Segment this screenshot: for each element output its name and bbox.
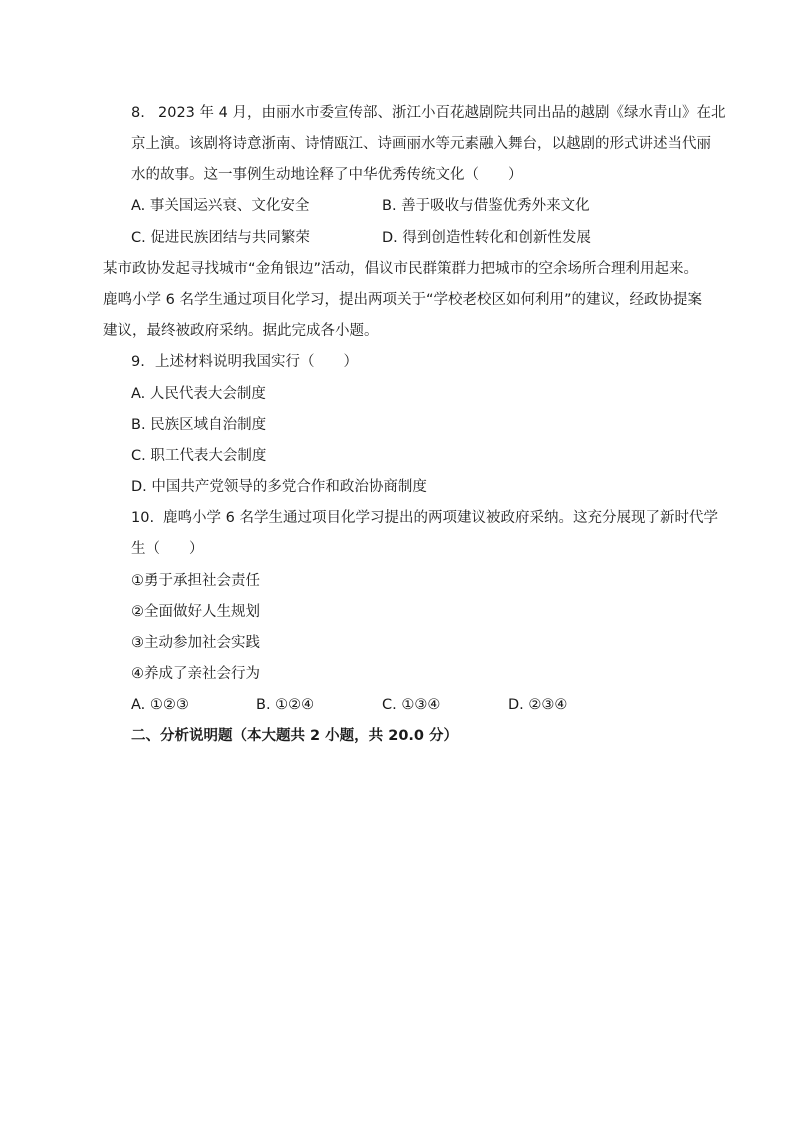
q10-option-d: D. ②③④ <box>508 697 568 713</box>
q9-option-a: A. 人民代表大会制度 <box>131 386 266 402</box>
q8-stem-line-3: 水的故事。这一事例生动地诠释了中华优秀传统文化（ ） <box>131 167 523 183</box>
q8-option-c: C. 促进民族团结与共同繁荣 <box>131 230 310 246</box>
q9-number: 9. <box>131 354 145 370</box>
q9-option-c: C. 职工代表大会制度 <box>131 448 267 464</box>
q10-item-2: ②全面做好人生规划 <box>131 604 260 620</box>
q10-option-c: C. ①③④ <box>382 697 441 713</box>
q10-item-4: ④养成了亲社会行为 <box>131 666 260 682</box>
q8-option-d: D. 得到创造性转化和创新性发展 <box>382 230 591 246</box>
q8-option-a: A. 事关国运兴衰、文化安全 <box>131 198 310 214</box>
q10-option-a: A. ①②③ <box>131 697 189 713</box>
q9-option-d: D. 中国共产党领导的多党合作和政治协商制度 <box>131 479 427 495</box>
q10-item-1: ①勇于承担社会责任 <box>131 573 260 589</box>
q10-stem-line-1: 鹿鸣小学 6 名学生通过项目化学习提出的两项建议被政府采纳。这充分展现了新时代学 <box>163 510 718 526</box>
q8-stem-line-1: 2023 年 4 月，由丽水市委宣传部、浙江小百花越剧院共同出品的越剧《绿水青山》在北 <box>158 105 726 121</box>
section-2-heading: 二、分析说明题（本大题共 2 小题，共 20.0 分） <box>131 728 459 744</box>
q8-number: 8. <box>131 105 145 121</box>
q10-number: 10. <box>131 510 155 526</box>
q8-option-b: B. 善于吸收与借鉴优秀外来文化 <box>382 198 590 214</box>
material-line-1: 某市政协发起寻找城市“金角银边”活动，倡议市民群策群力把城市的空余场所合理利用起来。 <box>103 261 699 277</box>
material-line-2: 鹿鸣小学 6 名学生通过项目化学习，提出两项关于“学校老校区如何利用”的建议，经政协提案 <box>103 292 702 308</box>
material-line-3: 建议，最终被政府采纳。据此完成各小题。 <box>103 323 379 339</box>
q10-stem-line-2: 生（ ） <box>131 541 204 557</box>
q9-stem: 上述材料说明我国实行（ ） <box>155 354 358 370</box>
q9-option-b: B. 民族区域自治制度 <box>131 417 267 433</box>
q10-item-3: ③主动参加社会实践 <box>131 635 260 651</box>
q8-stem-line-2: 京上演。该剧将诗意浙南、诗情瓯江、诗画丽水等元素融入舞台，以越剧的形式讲述当代丽 <box>131 136 711 152</box>
q10-option-b: B. ①②④ <box>256 697 315 713</box>
